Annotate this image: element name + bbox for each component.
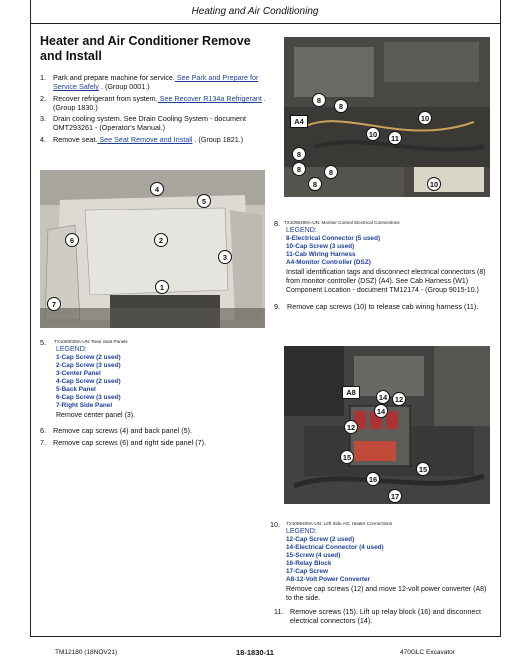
callout-8: 8 [308,177,322,191]
step-number: 11. [274,607,284,616]
page-left-border [30,0,31,636]
rear-seat-panels-photo [40,170,265,328]
callout-8: 8 [334,99,348,113]
step-text: Park and prepare machine for service. See Park and Prepare for Service Safely . (Group 0001.) [53,73,259,92]
step-number: 5. [40,338,46,347]
step-6 [40,426,270,436]
legend-item: 3-Center Panel [56,370,101,377]
legend-item: 16-Relay Block [286,560,332,567]
step-text: Recover refrigerant from system. See Recover R134a Refrigerant . (Group 1830.) [53,94,266,113]
step-text: Remove screws (15). Lift up relay block (16) and disconnect electrical connectors (14). [290,607,481,626]
page-right-border [500,0,501,636]
step-7 [40,438,270,448]
callout-14: 14 [376,390,390,404]
step-text: Remove cap screws (10) to release cab wiring harness (11). [287,302,479,311]
legend-item: 17-Cap Screw [286,568,328,575]
figure-id: TX1096490A-UN: Monitor Control Electrical Connections [284,220,400,225]
legend-item: 14-Electrical Connector (4 used) [286,544,384,551]
step-8-instruction: Install identification tags and disconnect electrical connectors (8) from monitor controller (DSZ) (A4). See Cab Harness (W1) Component Location - document TM12174 - (Group 9015-10.) [286,269,486,295]
callout-8: 8 [292,162,306,176]
callout-5: 5 [197,194,211,208]
step-5-instruction: Remove center panel (3). [56,412,135,419]
callout-12: 12 [392,392,406,406]
step-10-instruction: Remove cap screws (12) and move 12-volt power converter (A8) to the side. [286,586,487,603]
callout-14: 14 [374,404,388,418]
legend-item: 2-Cap Screw (3 used) [56,362,121,369]
step-number: 10. [270,520,280,529]
see-link[interactable]: See Park and Prepare for Service Safely [53,73,259,92]
footer-model: 470GLC Excavator [400,649,455,656]
legend-item: 6-Cap Screw (3 used) [56,394,121,401]
legend-item: 8-Electrical Connector (5 used) [286,235,381,242]
monitor-controller-photo [284,37,490,197]
step-text: Remove cap screws (4) and back panel (5). [53,426,193,435]
legend-item: 12-Cap Screw (2 used) [286,536,355,543]
legend-item: 15-Screw (4 used) [286,552,341,559]
step-3 [40,114,270,134]
legend-list [286,536,494,584]
figure-id: TX1096400A-UN: Left Side A/C Heater Connections [286,521,393,526]
legend-item: A4-Monitor Controller (DSZ) [286,259,371,266]
ac-heater-connections-photo [284,346,490,504]
footer-page-number: 18-1830-11 [236,648,274,657]
see-link[interactable]: See Seat Remove and Install [97,135,193,144]
callout-16: 16 [366,472,380,486]
step-number: 1. [40,73,46,82]
callout-a4: A4 [290,115,308,128]
callout-8: 8 [292,147,306,161]
legend-list [56,354,266,410]
page-header-title: Heating and Air Conditioning [191,6,319,17]
legend-item: 11-Cab Wiring Harness [286,251,356,258]
callout-8: 8 [312,93,326,107]
step-number: 4. [40,135,46,144]
callout-4: 4 [150,182,164,196]
callout-7: 7 [47,297,61,311]
step-text: Drain cooling system. See Drain Cooling System - document OMT293261 - (Operator's Manual.) [53,114,246,133]
callout-6: 6 [65,233,79,247]
callout-3: 3 [218,250,232,264]
legend-title: LEGEND: [286,528,317,535]
legend-item: 5-Back Panel [56,386,96,393]
callout-10: 10 [427,177,441,191]
callout-17: 17 [388,489,402,503]
step-number: 3. [40,114,46,123]
section-title: Heater and Air Conditioner Remove and Install [40,34,251,63]
header-rule [30,23,501,24]
step-number: 6. [40,426,46,435]
step-11 [274,607,496,627]
ac-heater-connections-drawing [284,346,490,504]
step-9 [274,302,496,312]
step-number: 9. [274,302,280,311]
callout-11: 11 [388,131,402,145]
step-1 [40,73,270,93]
legend-title: LEGEND: [286,227,317,234]
legend-list [286,235,494,267]
see-link[interactable]: See Recover R134a Refrigerant [157,94,262,103]
footer-rule [30,636,501,637]
callout-1: 1 [155,280,169,294]
legend-item: 10-Cap Screw (3 used) [286,243,355,250]
step-number: 2. [40,94,46,103]
monitor-controller-drawing [284,37,490,197]
step-4 [40,135,270,147]
callout-15: 15 [416,462,430,476]
callout-10: 10 [366,127,380,141]
callout-8: 8 [324,165,338,179]
callout-2-left: 2 [154,233,168,247]
callout-a8: A8 [342,386,360,399]
legend-item: 7-Right Side Panel [56,402,113,409]
callout-10: 10 [418,111,432,125]
legend-item: 4-Cap Screw (2 used) [56,378,121,385]
step-2 [40,94,270,114]
legend-item: 1-Cap Screw (2 used) [56,354,121,361]
legend-item: A8-12-Volt Power Converter [286,576,371,583]
step-text: Remove cap screws (6) and right side panel (7). [53,438,207,447]
step-number: 7. [40,438,46,447]
step-number: 8. [274,219,280,228]
step-text: Remove seat. See Seat Remove and Install . (Group 1821.) [53,135,244,144]
footer-doc-id: TM12180 (18NOV21) [55,649,118,656]
callout-15: 15 [340,450,354,464]
figure-id: TX1093038A-UN: Rear Seat Panels [54,339,128,344]
legend-title: LEGEND: [56,346,87,353]
callout-12: 12 [344,420,358,434]
